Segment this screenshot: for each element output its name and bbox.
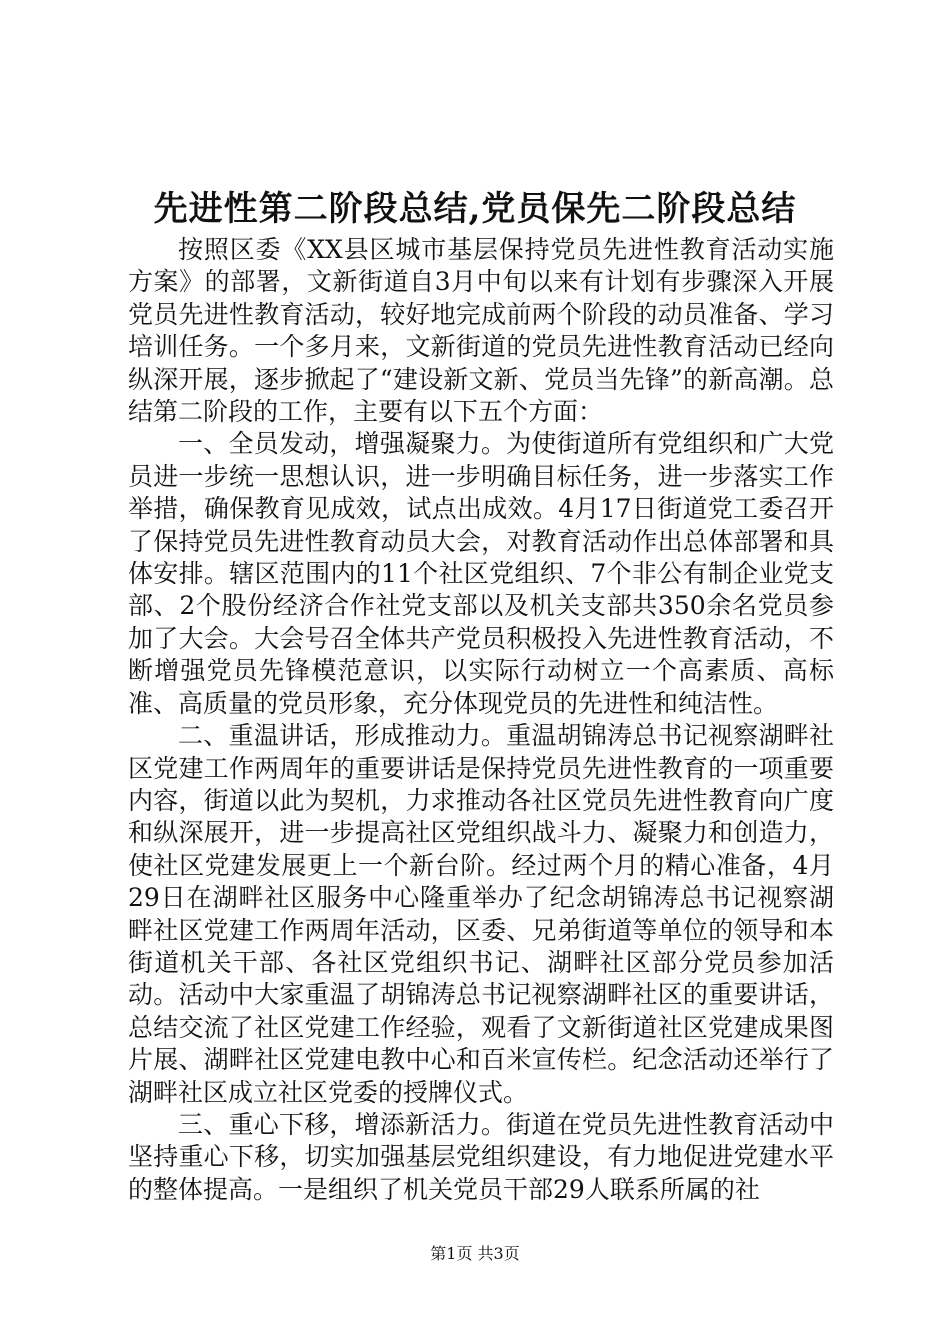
page-number: 第1页 共3页 <box>430 1244 520 1263</box>
document-title: 先进性第二阶段总结,党员保先二阶段总结 <box>153 189 797 229</box>
paragraph-section-3: 三、重心下移，增添新活力。街道在党员先进性教育活动中坚持重心下移，切实加强基层党组织建设，有力地促进党建水平的整体提高。一是组织了机关党员干部29人联系所属的社 <box>128 1109 834 1204</box>
document-body <box>128 234 834 1206</box>
paragraph-section-1: 一、全员发动，增强凝聚力。为使街道所有党组织和广大党员进一步统一思想认识，进一步明确目标任务，进一步落实工作举措，确保教育见成效，试点出成效。4月17日街道党工委召开了保持党员先进性教育动员大会，对教育活动作出总体部署和具体安排。辖区范围内的11个社区党组织、7个非公有制企业党支部、2个股份经济合作社党支部以及机关支部共350余名党员参加了大会。大会号召全体共产党员积极投入先进性教育活动，不断增强党员先锋模范意识，以实际行动树立一个高素质、高标准、高质量的党员形象，充分体现党员的先进性和纯洁性。 <box>128 429 834 718</box>
paragraph-section-2: 二、重温讲话，形成推动力。重温胡锦涛总书记视察湖畔社区党建工作两周年的重要讲话是保持党员先进性教育的一项重要内容，街道以此为契机，力求推动各社区党员先进性教育向广度和纵深展开，进一步提高社区党组织战斗力、凝聚力和创造力，使社区党建发展更上一个新台阶。经过两个月的精心准备，4月29日在湖畔社区服务中心隆重举办了纪念胡锦涛总书记视察湖畔社区党建工作两周年活动，区委、兄弟街道等单位的领导和本街道机关干部、各社区党组织书记、湖畔社区部分党员参加活动。活动中大家重温了胡锦涛总书记视察湖畔社区的重要讲话，总结交流了社区党建工作经验，观看了文新街道社区党建成果图片展、湖畔社区党建电教中心和百米宣传栏。纪念活动还举行了湖畔社区成立社区党委的授牌仪式。 <box>128 721 834 1107</box>
page-footer <box>0 1242 950 1266</box>
paragraph-intro: 按照区委《XX县区城市基层保持党员先进性教育活动实施方案》的部署，文新街道自3月中旬以来有计划有步骤深入开展党员先进性教育活动，较好地完成前两个阶段的动员准备、学习培训任务。一个多月来，文新街道的党员先进性教育活动已经向纵深开展，逐步掀起了“建设新文新、党员当先锋”的新高潮。总结第二阶段的工作，主要有以下五个方面： <box>128 235 834 427</box>
